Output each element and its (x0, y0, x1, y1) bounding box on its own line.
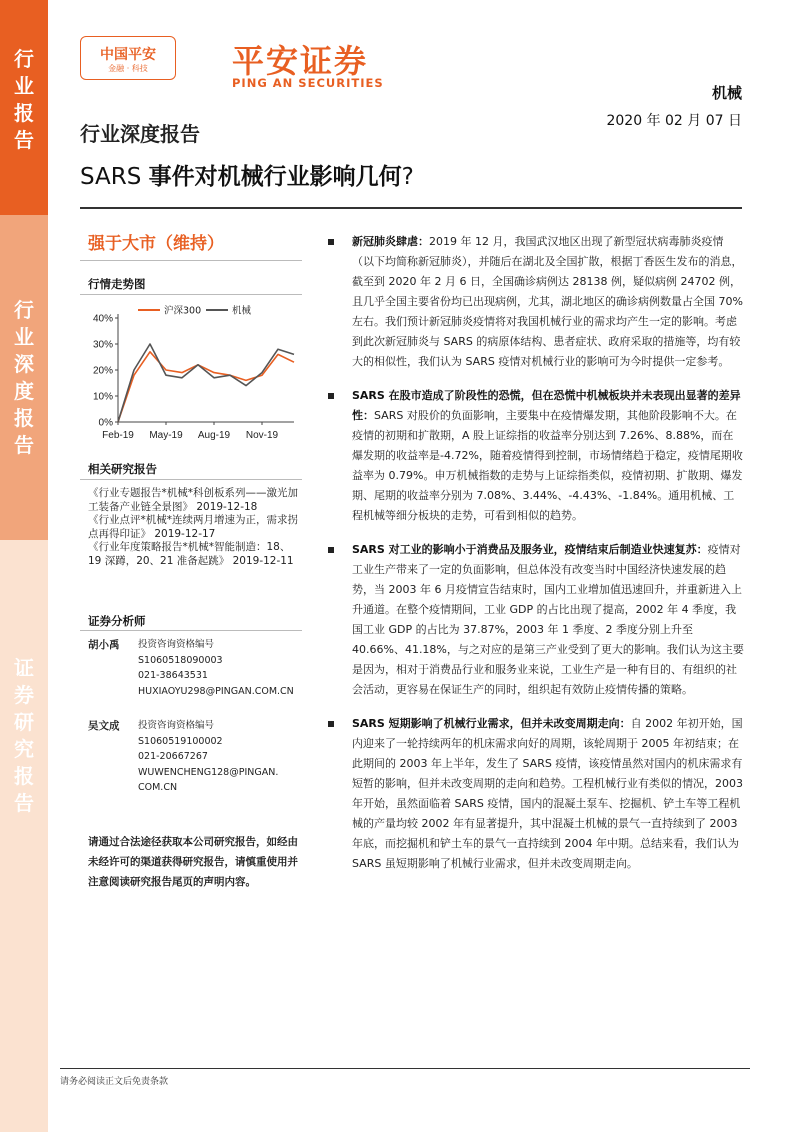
paragraph-lead: SARS 对工业的影响小于消费品及服务业，疫情结束后制造业快速复苏： (352, 543, 708, 556)
paragraph-lead: SARS 短期影响了机械行业需求，但并未改变周期走向： (352, 717, 631, 730)
header-divider (80, 207, 742, 209)
y-tick-label: 40% (92, 313, 113, 325)
analyst-cert: S1060518090003 (138, 654, 223, 666)
legend-label: 沪深300 (164, 305, 202, 317)
analyst-name: 胡小禹 (88, 639, 120, 651)
related-report-item[interactable]: 《行业年度策略报告*机械*智能制造：18、19 深蹲，20、21 准备起跳》 2019-12-11 (88, 541, 294, 567)
x-tick-label: May-19 (149, 430, 183, 441)
paragraph-body: SARS 对股价的负面影响，主要集中在疫情爆发期，其他阶段影响不大。在疫情的初期和扩散期，A 股上证综指的收益率分别达到 7.26%、8.88%，而在爆发期的收益率是-4.72%，随着疫情得到控制，市场情绪趋于稳定，疫情尾期收益率为 0.79%。申万机械指数的走势与上证综指类似，疫情初期、扩散期、爆发期、尾期的收益率分别为 7.08%、3.44%、-4.43%、-1.84%。通用机械、工程机械等细分板块的走势，可看到相似的趋势。 (352, 409, 743, 522)
brand-name-en: PING AN SECURITIES (232, 76, 384, 90)
brand-name: 平安证券 (232, 42, 369, 80)
report-title (80, 158, 414, 191)
analyst-email[interactable]: WUWENCHENG128@PINGAN.COM.CN (138, 766, 279, 793)
title-suffix: ? (401, 164, 414, 190)
chart-section-title: 行情走势图 (88, 277, 146, 291)
analyst-info (138, 718, 280, 796)
y-tick-label: 0% (98, 417, 113, 429)
rating-divider (80, 260, 302, 261)
y-tick-label: 10% (92, 391, 113, 403)
x-tick-label: Nov-19 (245, 430, 279, 441)
y-tick-label: 20% (92, 365, 113, 377)
paragraph-body: 自 2002 年初开始，国内迎来了一轮持续两年的机床需求向好的周期，该轮周期于 2005 年初结束；在此期间的 2003 年上半年，发生了 SARS 疫情，该疫情虽然对国内的机床需求有短暂的影响，但并未改变周期的走向和趋势。工程机械行业有类似的情况，2003 年开始，虽然面临着 SARS 疫情，国内的混凝土泵车、挖掘机、铲土车等工程机械的产量均较 2002 年有显著提升，其中混凝土机械的景气一直持续到了 2003 年底，而挖掘机和铲土车的景气一直持续到 2004 年中期。总结来看，我们认为 SARS 虽短期影响了机械行业需求，但并未改变周期走向。 (352, 717, 743, 870)
side-bar-bottom (0, 540, 48, 1132)
footer-divider (60, 1068, 750, 1069)
bullet-square-icon (328, 721, 334, 727)
analyst-section-title: 证券分析师 (88, 614, 146, 628)
summary-paragraph (326, 714, 744, 874)
related-section-divider (80, 479, 302, 480)
summary-section (326, 232, 744, 888)
paragraph-body: 疫情对工业生产带来了一定的负面影响，但总体没有改变当时中国经济快速发展的趋势，当 2003 年 6 月疫情宣告结束时，国内工业增加值迅速回升，并重新进入上升通道。在整个疫情期间，工业 GDP 的占比出现了提高，2002 年 4 季度，我国工业 GDP 的占比为 37.87%，2003 年 1 季度、2 季度分别上升至 40.66%、41.18%，与之对应的是第三产业受到了更大的影响。我们认为这主要是因为，相对于消费品行业和服务业来说，工业生产是一种有目的、有组织的社会活动，更容易在保证生产的同时，组织起有效防止疫情传播的策略。 (352, 543, 744, 696)
legend-label: 机械 (232, 305, 252, 317)
market-trend-chart (80, 298, 302, 448)
series-line (118, 352, 294, 422)
ping-an-logo (80, 36, 176, 80)
industry-label: 机械 (711, 84, 742, 102)
summary-paragraph (326, 386, 744, 526)
y-tick-label: 30% (92, 339, 113, 351)
legal-notice: 请通过合法途径获取本公司研究报告，如经由未经许可的渠道获得研究报告，请慎重使用并注意阅读研究报告尾页的声明内容。 (88, 836, 298, 888)
analyst-email[interactable]: HUXIAOYU298@PINGAN.COM.CN (138, 685, 294, 697)
bullet-square-icon (328, 393, 334, 399)
analyst-name: 吴文成 (88, 720, 120, 732)
analyst-phone: 021-20667267 (138, 751, 208, 762)
side-bar (0, 0, 48, 1132)
side-label-deep-report: 行 业 深 度 报 告 (14, 298, 34, 457)
related-section-title: 相关研究报告 (88, 462, 157, 476)
related-report-item[interactable]: 《行业点评*机械*连续两月增速为正，需求拐点再得印证》 2019-12-17 (88, 514, 298, 540)
summary-paragraph (326, 232, 744, 372)
analyst-info (138, 637, 294, 699)
analyst-cert: S1060519100002 (138, 735, 223, 747)
series-line (118, 344, 294, 422)
side-label-industry-report: 行 业 报 告 (14, 47, 34, 152)
paragraph-lead: SARS 在股市造成了阶段性的恐慌，但在恐慌中机械板块并未表现出显著的差异性： (352, 389, 741, 422)
market-trend-chart-svg (80, 298, 302, 448)
chart-section-divider (80, 294, 302, 295)
rating-label: 强于大市（维持） (88, 234, 224, 254)
bullet-square-icon (328, 239, 334, 245)
related-report-item[interactable]: 《行业专题报告*机械*科创板系列——激光加工装备产业链全景图》 2019-12-18 (88, 487, 298, 513)
analyst-cert-label: 投资咨询资格编号 (138, 720, 215, 731)
title-prefix: SARS (80, 164, 149, 190)
analyst-section-divider (80, 630, 302, 631)
analyst-phone: 021-38643531 (138, 670, 208, 681)
title-main: 事件对机械行业影响几何 (148, 164, 402, 190)
summary-paragraph (326, 540, 744, 700)
logo-sub-text: 金融 · 科技 (108, 64, 148, 73)
bullet-square-icon (328, 547, 334, 553)
related-reports-list (88, 487, 298, 568)
paragraph-lead: 新冠肺炎肆虐： (352, 235, 429, 248)
side-label-research-report: 证 券 研 究 报 告 (14, 656, 34, 815)
footer-disclaimer: 请务必阅读正文后免责条款 (60, 1077, 169, 1087)
paragraph-body: 2019 年 12 月，我国武汉地区出现了新型冠状病毒肺炎疫情（以下均简称新冠肺炎），并随后在湖北及全国扩散，根据丁香医生发布的消息，截至到 2020 年 2 月 6 日，全国确诊病例达 28138 例，疑似病例 24702 例，且几乎全国主要省份均已出现病例，尤其，湖北地区的确诊病例数量占全国 70%左右。我们预计新冠肺炎疫情将对我国机械行业的需求均产生一定的影响。考虑到此次新冠肺炎与 SARS 的病原体结构、患者症状、政府采取的措施等，均有较大的相似性，我们认为 SARS 疫情对机械行业的影响可为今时提供一定参考。 (352, 235, 743, 368)
analyst-cert-label: 投资咨询资格编号 (138, 639, 215, 650)
x-tick-label: Aug-19 (197, 430, 231, 441)
report-date: 2020 年 02 月 07 日 (606, 113, 742, 129)
report-type: 行业深度报告 (80, 122, 200, 146)
logo-main-text: 中国平安 (100, 47, 156, 63)
x-tick-label: Feb-19 (102, 430, 134, 441)
